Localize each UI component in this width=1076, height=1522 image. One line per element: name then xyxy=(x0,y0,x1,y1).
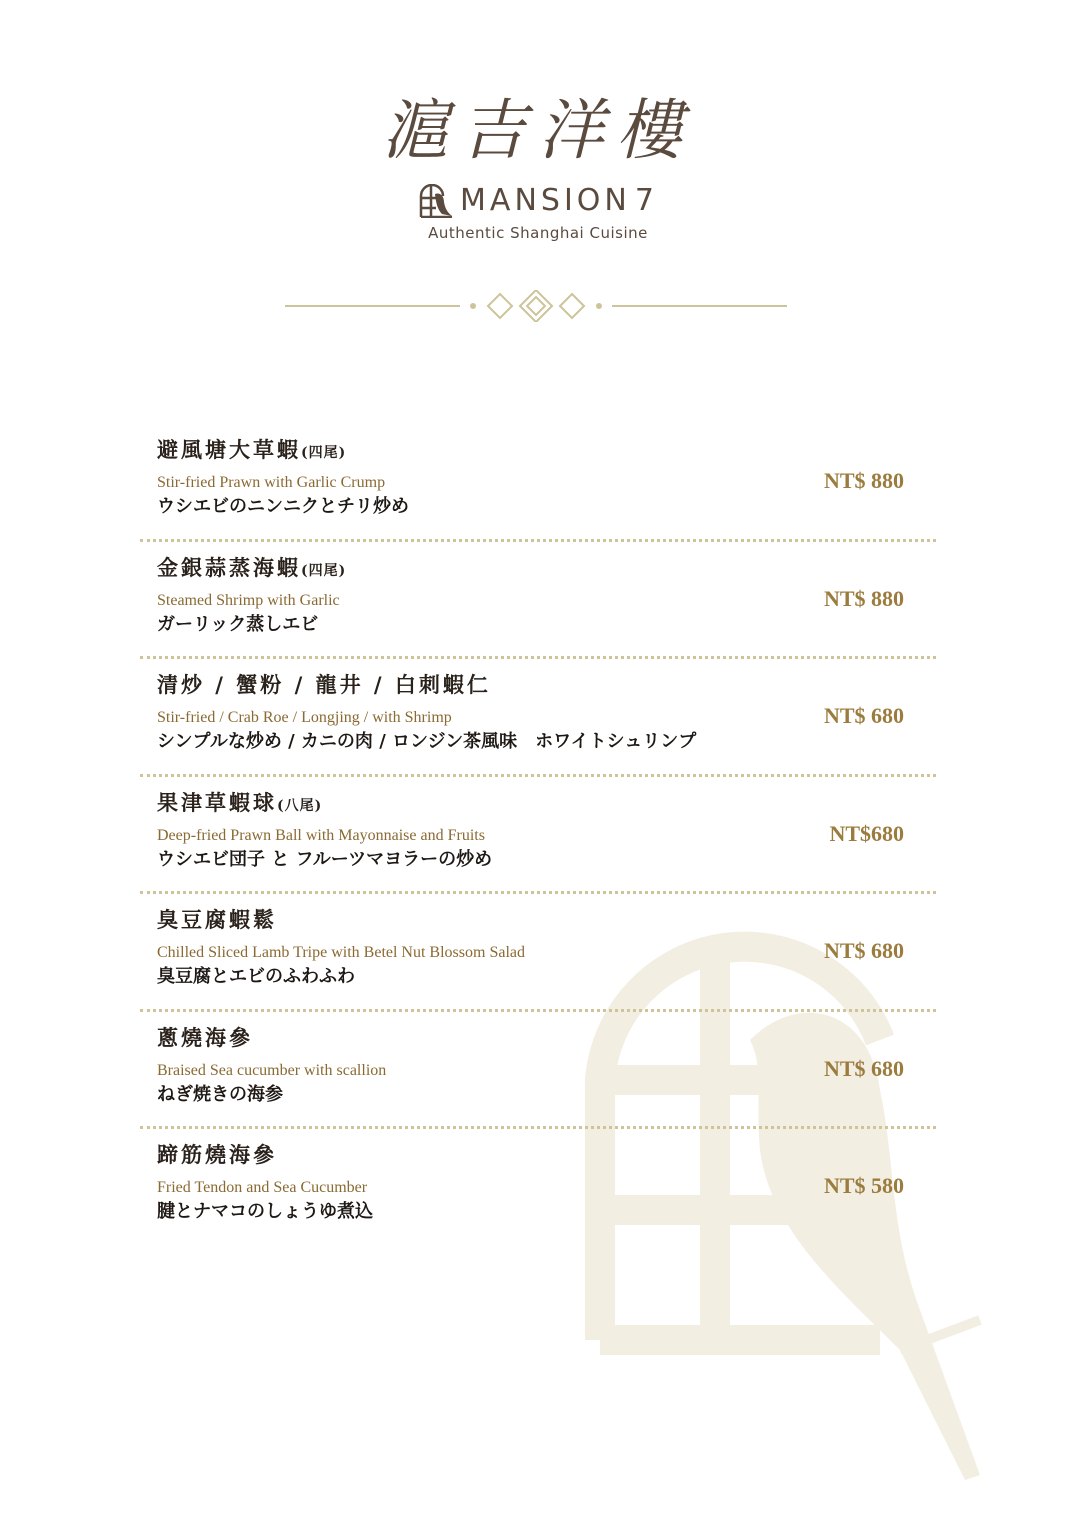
mansion-window-logo-icon xyxy=(418,184,454,218)
dish-chinese-name: 清炒 / 蟹粉 / 龍井 / 白刺蝦仁 xyxy=(157,672,491,697)
dish-chinese-name: 金銀蒜蒸海蝦(四尾) xyxy=(157,554,347,580)
dish-english-name: Stir-fried Prawn with Garlic Crump xyxy=(157,474,386,491)
menu-item xyxy=(140,1139,936,1257)
dish-japanese-name: シンプルな炒め / カニの肉 / ロンジン茶風味 ホワイトシュリンプ xyxy=(157,731,697,752)
dish-japanese-name: ウシエビのニンニクとチリ炒め xyxy=(157,496,409,517)
dish-quantity-note: (四尾) xyxy=(301,562,347,579)
dish-price: NT$ 680 xyxy=(823,938,904,963)
dish-japanese-name: ウシエビ団子 と フルーツマヨラーの炒め xyxy=(157,848,493,870)
dish-price: NT$ 580 xyxy=(823,1173,904,1198)
brand-tagline: Authentic Shanghai Cuisine xyxy=(428,224,648,242)
brand-chinese-name: 滬吉洋樓 xyxy=(382,92,694,169)
dish-english-name: Fried Tendon and Sea Cucumber xyxy=(157,1179,368,1196)
menu-item xyxy=(140,787,936,905)
dish-english-name: Braised Sea cucumber with scallion xyxy=(157,1061,387,1079)
dish-japanese-name: 臭豆腐とエビのふわふわ xyxy=(157,966,355,987)
menu-item xyxy=(140,552,936,670)
menu-list xyxy=(140,434,936,1257)
dish-price: NT$ 680 xyxy=(823,703,904,728)
menu-item xyxy=(140,1022,936,1140)
dish-english-name: Chilled Sliced Lamb Tripe with Betel Nut Blossom Salad xyxy=(157,944,525,961)
dish-english-name: Stir-fried / Crab Roe / Longjing / with Shrimp xyxy=(157,709,452,726)
dish-chinese-name: 果津草蝦球(八尾) xyxy=(157,789,323,815)
dish-quantity-note: (四尾) xyxy=(301,445,347,461)
dish-japanese-name: 腱とナマコのしょうゆ煮込 xyxy=(157,1201,373,1222)
menu-item xyxy=(140,434,936,552)
dish-chinese-name: 蹄筋燒海參 xyxy=(157,1142,277,1167)
dish-japanese-name: ガーリック蒸しエビ xyxy=(157,613,319,635)
brand-logo-row xyxy=(0,184,1076,218)
dish-chinese-name: 避風塘大草蝦(四尾) xyxy=(157,437,347,462)
dish-price: NT$ 680 xyxy=(823,1055,904,1081)
brand-english-name: MANSION xyxy=(460,183,631,218)
brand-english-suffix: 7 xyxy=(634,183,658,218)
dish-english-name: Steamed Shrimp with Garlic xyxy=(157,591,340,609)
dish-chinese-name: 蔥燒海參 xyxy=(157,1024,253,1050)
dish-price: NT$ 880 xyxy=(823,468,904,493)
restaurant-header xyxy=(0,86,1076,242)
diamond-ornament-divider-icon xyxy=(285,290,787,322)
dish-price: NT$ 880 xyxy=(823,585,904,611)
dish-japanese-name: ねぎ焼きの海参 xyxy=(157,1083,283,1105)
dish-quantity-note: (八尾) xyxy=(277,797,323,814)
dish-price: NT$680 xyxy=(829,820,904,846)
menu-item xyxy=(140,669,936,787)
dish-chinese-name: 臭豆腐蝦鬆 xyxy=(157,907,277,932)
dish-english-name: Deep-fried Prawn Ball with Mayonnaise and Fruits xyxy=(157,826,485,844)
menu-item xyxy=(140,904,936,1022)
